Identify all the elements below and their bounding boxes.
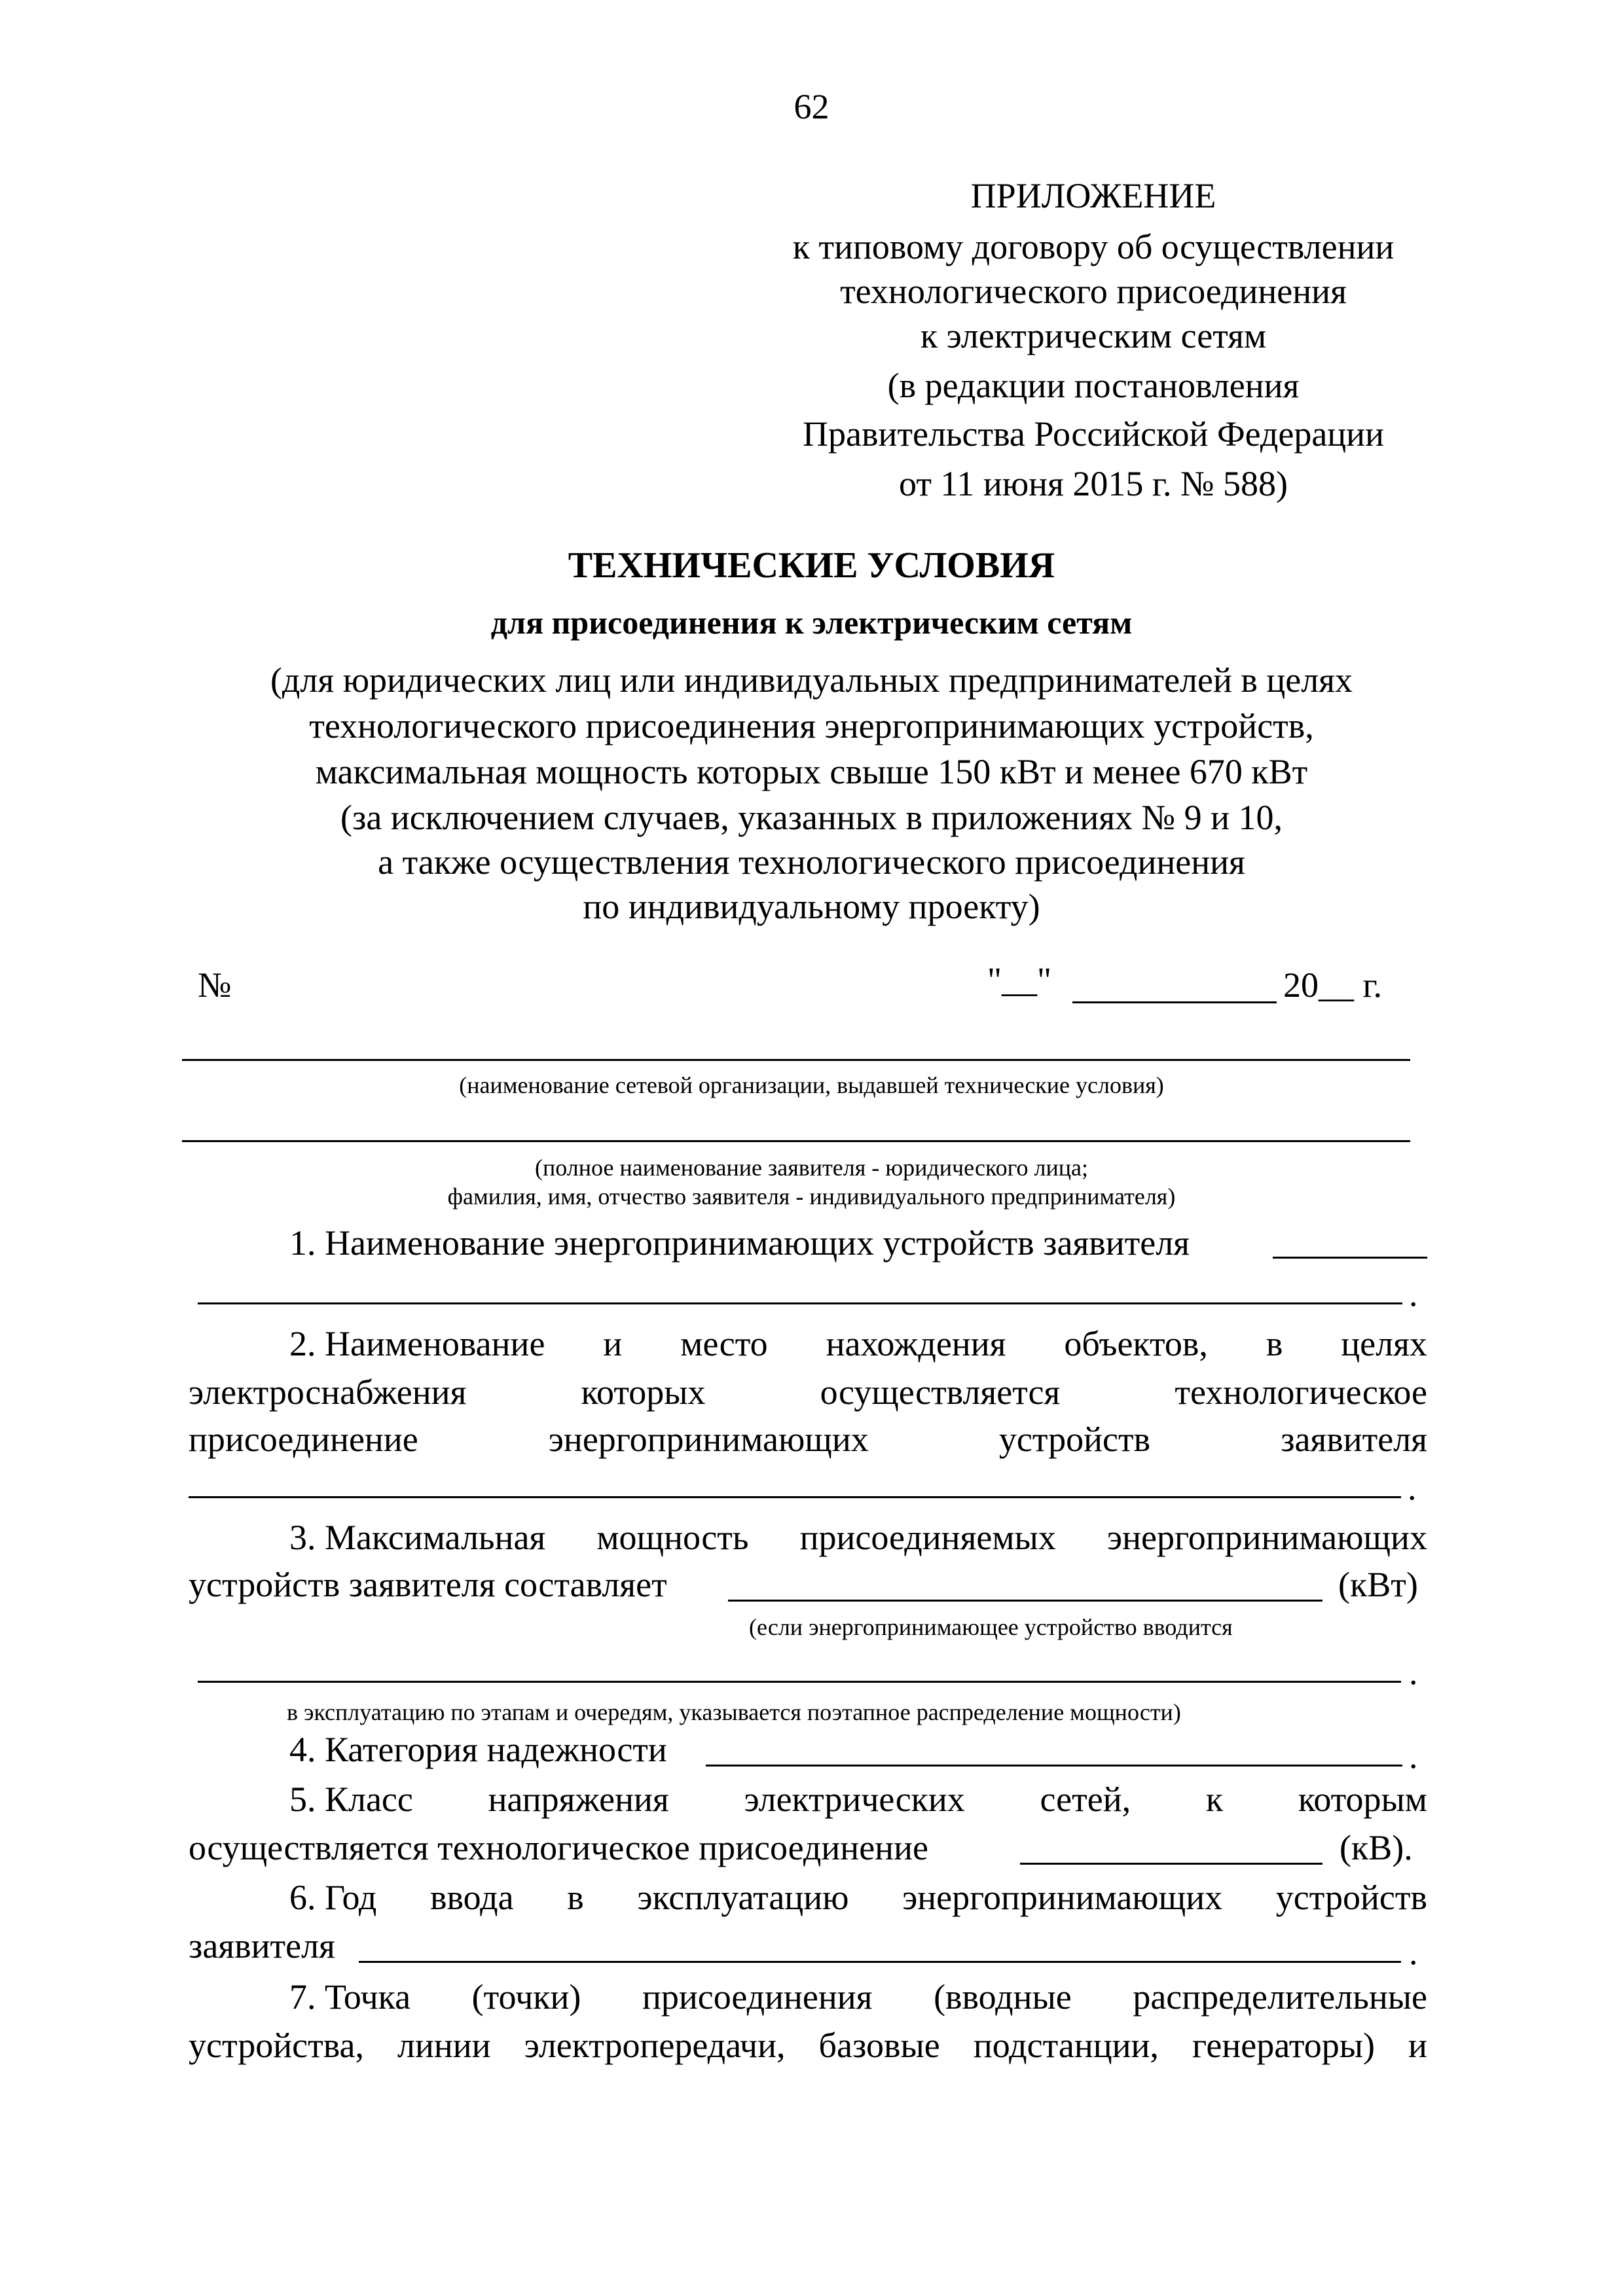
word: и <box>1408 2026 1427 2065</box>
word: подстанции, <box>973 2026 1159 2065</box>
word: (вводные <box>934 1977 1072 2017</box>
word: технологическое <box>1175 1372 1427 1412</box>
item-2-line-2 <box>189 1374 1427 1410</box>
item-5-unit: (кВ). <box>1340 1828 1413 1867</box>
word: мощность <box>596 1518 749 1557</box>
page-number: 62 <box>793 87 830 126</box>
scope-line: по индивидуальному проекту) <box>583 887 1040 926</box>
item-3-label: устройств заявителя составляет <box>189 1565 667 1604</box>
word: электроснабжения <box>189 1372 467 1412</box>
word: энергопринимающих <box>902 1878 1223 1917</box>
scope-line: а также осуществления технологического присоединения <box>378 842 1245 882</box>
word: сетей, <box>1040 1780 1131 1819</box>
word: целях <box>1341 1324 1427 1363</box>
word: устройства, <box>189 2026 364 2065</box>
network-org-line[interactable] <box>182 1059 1410 1061</box>
appendix-line: (в редакции постановления <box>887 366 1300 405</box>
item-3-field-cont[interactable] <box>198 1681 1401 1683</box>
item-4-field[interactable] <box>706 1765 1402 1767</box>
word: ввода <box>430 1878 514 1917</box>
appendix-line: Правительства Российской Федерации <box>803 414 1384 454</box>
item-1-field[interactable] <box>1273 1257 1427 1259</box>
word: энергопринимающих <box>548 1420 869 1459</box>
word: 7. Точка <box>289 1977 411 2017</box>
period: . <box>1409 1933 1418 1972</box>
word: заявителя <box>1281 1420 1427 1459</box>
item-7-line-1 <box>289 1979 1427 2015</box>
date-year: 20__ г. <box>1283 965 1383 1005</box>
word: генераторы) <box>1192 2026 1375 2065</box>
scope-line: максимальная мощность которых свыше 150 кВт и менее 670 кВт <box>315 752 1308 791</box>
word: и <box>603 1324 623 1363</box>
period: . <box>1409 1274 1418 1314</box>
word: присоединяемых <box>799 1518 1056 1557</box>
word: в <box>567 1878 584 1917</box>
word: 5. Класс <box>289 1780 413 1819</box>
word: присоединение <box>189 1420 418 1459</box>
applicant-line[interactable] <box>182 1140 1410 1142</box>
word: напряжения <box>488 1780 669 1819</box>
item-3-line-1 <box>289 1520 1427 1555</box>
applicant-caption: фамилия, имя, отчество заявителя - индивидуального предпринимателя) <box>447 1183 1176 1210</box>
item-3-note: (если энергопринимающее устройство вводится <box>749 1614 1233 1640</box>
appendix-line: от 11 июня 2015 г. № 588) <box>899 464 1288 503</box>
item-1-label: 1. Наименование энергопринимающих устройств заявителя <box>289 1223 1190 1263</box>
word: распределительные <box>1133 1977 1427 2017</box>
document-title: ТЕХНИЧЕСКИЕ УСЛОВИЯ <box>568 545 1055 586</box>
word: которых <box>581 1372 706 1412</box>
word: энергопринимающих <box>1106 1518 1427 1557</box>
item-1-field-cont[interactable] <box>198 1302 1402 1304</box>
item-3-unit: (кВт) <box>1338 1565 1418 1604</box>
word: 3. Максимальная <box>289 1518 546 1557</box>
item-6-field[interactable] <box>359 1961 1401 1963</box>
word: 6. Год <box>289 1878 377 1917</box>
item-2-field[interactable] <box>189 1496 1401 1498</box>
word: объектов, <box>1064 1324 1208 1363</box>
word: базовые <box>818 2026 940 2065</box>
item-6-label: заявителя <box>189 1926 335 1965</box>
item-3-field[interactable] <box>728 1600 1322 1602</box>
network-org-caption: (наименование сетевой организации, выдавшей технические условия) <box>459 1072 1164 1098</box>
word: (точки) <box>471 1977 581 2017</box>
date-day: "__" <box>987 960 1052 999</box>
appendix-line: к типовому договору об осуществлении <box>792 227 1395 266</box>
scope-line: (за исключением случаев, указанных в приложениях № 9 и 10, <box>340 798 1283 837</box>
document-subtitle: для присоединения к электрическим сетям <box>490 604 1133 641</box>
word: устройств <box>998 1420 1151 1459</box>
item-3-note: в эксплуатацию по этапам и очередям, указывается поэтапное распределение мощности) <box>287 1699 1181 1725</box>
word: которым <box>1298 1780 1427 1819</box>
scope-line: технологического присоединения энергопринимающих устройств, <box>309 706 1314 745</box>
word: присоединения <box>642 1977 873 2017</box>
item-5-label: осуществляется технологическое присоединение <box>189 1828 928 1867</box>
word: к <box>1205 1780 1224 1819</box>
period: . <box>1409 1653 1418 1692</box>
word: линии <box>397 2026 491 2065</box>
word: место <box>680 1324 768 1363</box>
period: . <box>1409 1736 1418 1776</box>
word: электрических <box>744 1780 965 1819</box>
item-2-line-1 <box>289 1326 1427 1361</box>
item-6-line-1 <box>289 1880 1427 1915</box>
word: устройств <box>1275 1878 1427 1917</box>
item-7-line-2 <box>189 2028 1427 2063</box>
applicant-caption: (полное наименование заявителя - юридического лица; <box>535 1155 1088 1181</box>
number-sign: № <box>198 965 232 1005</box>
period: . <box>1408 1468 1417 1507</box>
word: в <box>1266 1324 1283 1363</box>
word: 2. Наименование <box>289 1324 545 1363</box>
word: осуществляется <box>820 1372 1061 1412</box>
word: эксплуатацию <box>637 1878 849 1917</box>
appendix-line: к электрическим сетям <box>920 316 1267 355</box>
appendix-title: ПРИЛОЖЕНИЕ <box>970 176 1216 215</box>
appendix-line: технологического присоединения <box>840 272 1347 311</box>
word: электропередачи, <box>524 2026 786 2065</box>
item-5-field[interactable] <box>1020 1863 1322 1865</box>
scope-line: (для юридических лиц или индивидуальных предпринимателей в целях <box>270 660 1353 700</box>
item-4-label: 4. Категория надежности <box>289 1730 667 1769</box>
word: нахождения <box>826 1324 1006 1363</box>
date-month-line[interactable] <box>1072 1001 1277 1003</box>
item-5-line-1 <box>289 1782 1427 1817</box>
item-2-line-3 <box>189 1422 1427 1457</box>
